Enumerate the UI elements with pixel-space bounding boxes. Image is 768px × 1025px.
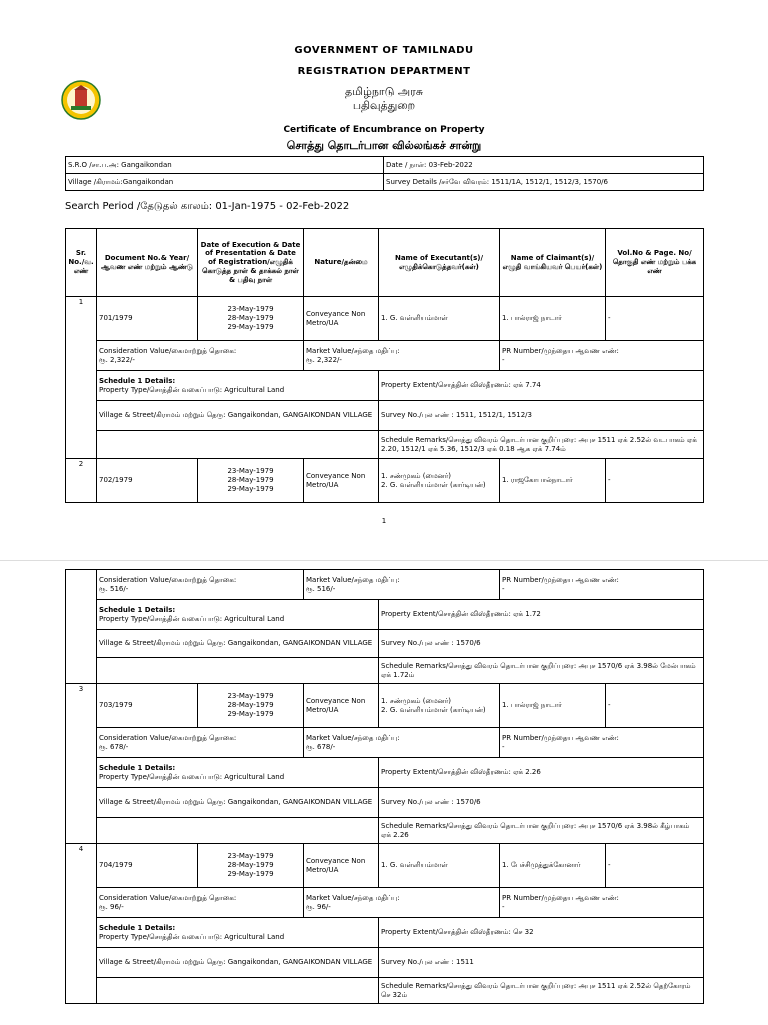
pr-cell: PR Number/முந்தைய ஆவண எண்: - xyxy=(500,570,704,600)
schedule-cell: Schedule 1 Details: Property Type/சொத்தின் வகைப்பாடு: Agricultural Land xyxy=(97,371,379,401)
consideration-cell: Consideration Value/கைமாற்றுத் தொகை: ரூ. 96/- xyxy=(97,888,304,918)
village-street-cell: Village & Street/கிராமம் மற்றும் தெரு: Gangaikondan, GANGAIKONDAN VILLAGE xyxy=(97,401,379,431)
market-cell: Market Value/சந்தை மதிப்பு: ரூ. 2,322/- xyxy=(304,341,500,371)
table-row xyxy=(66,844,704,888)
sr-cell: 2 xyxy=(66,459,97,503)
dept-heading-ta: பதிவுத்துறை xyxy=(352,99,416,112)
certificate-title: Certificate of Encumbrance on Property xyxy=(283,125,485,135)
extent-cell: Property Extent/சொத்தின் விஸ்தீரணம்: ஏக் 7.74 xyxy=(379,371,704,401)
col-claimant: Name of Claimant(s)/ எழுதி வாங்கியவர் பெயர்(கள்) xyxy=(500,229,606,297)
col-executant: Name of Executant(s)/ எழுதிக்கொடுத்தவர்(கள்) xyxy=(379,229,500,297)
survey-no-cell: Survey No./புல எண் : 1570/6 xyxy=(379,630,704,658)
dates-cell: 23-May-1979 28-May-1979 29-May-1979 xyxy=(198,844,304,888)
col-doc: Document No.& Year/ ஆவண எண் மற்றும் ஆண்டு xyxy=(97,229,198,297)
col-dates: Date of Execution & Date of Presentation & Date of Registration/எழுதிக் கொடுத்த நாள் & தாக்கல் நாள் & பதிவு நாள் xyxy=(198,229,304,297)
village-street-cell: Village & Street/கிராமம் மற்றும் தெரு: Gangaikondan, GANGAIKONDAN VILLAGE xyxy=(97,948,379,978)
executant-cell: 1. G. வள்ளியம்மாள் xyxy=(379,844,500,888)
col-vol: Vol.No & Page. No/ தொகுதி எண் மற்றும் பக்க எண் xyxy=(606,229,704,297)
remarks-cell: Schedule Remarks/சொத்து விவரம் தொடர்பான குறிப்புரை: அபுச 1511 ஏக் 2.52ல் வடபாகம் ஏக் 2.20, 1512/1 ஏக் 5.36, 1512/3 ஏக் 0.18 ஆக ஏக் 7.74ம் xyxy=(379,431,704,459)
market-cell: Market Value/சந்தை மதிப்பு: ரூ. 516/- xyxy=(304,570,500,600)
search-period: Search Period /தேடுதல் காலம்: 01-Jan-1975 - 02-Feb-2022 xyxy=(65,201,350,212)
vol-cell: - xyxy=(606,459,704,503)
gov-heading: GOVERNMENT OF TAMILNADU xyxy=(294,45,474,56)
nature-cell: Conveyance Non Metro/UA xyxy=(304,459,379,503)
doc-cell: 703/1979 xyxy=(97,684,198,728)
dates-cell xyxy=(198,297,304,341)
survey-no-cell: Survey No./புல எண் : 1511 xyxy=(379,948,704,978)
sro-field: S.R.O /சா.ப.அ: Gangaikondan xyxy=(66,157,384,174)
presentation-date: 28-May-1979 xyxy=(227,314,274,323)
table-row xyxy=(66,297,704,341)
col-nature: Nature/தன்மை xyxy=(304,229,379,297)
claimant-cell: 1. ராஜகோபால்நாடார் xyxy=(500,459,606,503)
extent-cell: Property Extent/சொத்தின் விஸ்தீரணம்: ஏக் 2.26 xyxy=(379,758,704,788)
nature-cell: Conveyance Non Metro/UA xyxy=(304,684,379,728)
consideration-cell: Consideration Value/கைமாற்றுத் தொகை: ரூ. 2,322/- xyxy=(97,341,304,371)
remarks-cell: Schedule Remarks/சொத்து விவரம் தொடர்பான குறிப்புரை: அபுச 1570/6 ஏக் 3.98ல் கீழ்பாகம் ஏக் 2.26 xyxy=(379,818,704,844)
consideration-cell: Consideration Value/கைமாற்றுத் தொகை: ரூ. 516/- xyxy=(97,570,304,600)
village-street-cell: Village & Street/கிராமம் மற்றும் தெரு: Gangaikondan, GANGAIKONDAN VILLAGE xyxy=(97,788,379,818)
dept-heading: REGISTRATION DEPARTMENT xyxy=(297,66,471,77)
claimant-cell: 1. பேச்சிமுத்துக்கோனார் xyxy=(500,844,606,888)
survey-no-cell: Survey No./புல எண் : 1570/6 xyxy=(379,788,704,818)
survey-no-cell: Survey No./புல எண் : 1511, 1512/1, 1512/3 xyxy=(379,401,704,431)
executant-cell: 1. G. வள்ளியம்மாள் xyxy=(379,297,500,341)
schedule-cell: Schedule 1 Details: Property Type/சொத்தின் வகைப்பாடு: Agricultural Land xyxy=(97,600,379,630)
table-row xyxy=(66,459,704,503)
registration-date: 29-May-1979 xyxy=(227,322,274,331)
extent-cell: Property Extent/சொத்தின் விஸ்தீரணம்: செ 32 xyxy=(379,918,704,948)
village-field: Village /கிராமம்:Gangaikondan xyxy=(66,174,384,191)
encumbrance-table-page-2 xyxy=(65,569,704,1004)
certificate-title-ta: சொத்து தொடர்பான வில்லங்கச் சான்று xyxy=(286,139,482,152)
execution-date: 23-May-1979 xyxy=(227,305,274,314)
pr-cell: PR Number/முந்தைய ஆவண எண்: - xyxy=(500,888,704,918)
page-2 xyxy=(0,560,768,1025)
sr-cell: 3 xyxy=(66,684,97,844)
doc-cell: 701/1979 xyxy=(97,297,198,341)
sr-cell: 4 xyxy=(66,844,97,1004)
village-street-cell: Village & Street/கிராமம் மற்றும் தெரு: Gangaikondan, GANGAIKONDAN VILLAGE xyxy=(97,630,379,658)
remarks-cell: Schedule Remarks/சொத்து விவரம் தொடர்பான குறிப்புரை: அபுச 1511 ஏக் 2.52ல் தெற்கோரம் செ 32ம் xyxy=(379,978,704,1004)
vol-cell: - xyxy=(606,684,704,728)
market-cell: Market Value/சந்தை மதிப்பு: ரூ. 96/- xyxy=(304,888,500,918)
remarks-cell: Schedule Remarks/சொத்து விவரம் தொடர்பான குறிப்புரை: அபுச 1570/6 ஏக் 3.98ல் மேல்பாகம் ஏக் 1.72ம் xyxy=(379,658,704,684)
vol-cell: - xyxy=(606,297,704,341)
date-field: Date / நாள்: 03-Feb-2022 xyxy=(384,157,704,174)
info-table xyxy=(65,156,704,191)
consideration-cell: Consideration Value/கைமாற்றுத் தொகை: ரூ. 678/- xyxy=(97,728,304,758)
pr-cell: PR Number/முந்தைய ஆவண எண்: - xyxy=(500,728,704,758)
sr-cell: 1 xyxy=(66,297,97,459)
pr-cell: PR Number/முந்தைய ஆவண எண்: - xyxy=(500,341,704,371)
doc-cell: 704/1979 xyxy=(97,844,198,888)
table-row xyxy=(66,684,704,728)
dates-cell: 23-May-1979 28-May-1979 29-May-1979 xyxy=(198,459,304,503)
executant-cell: 1. சண்முகம் (மைனர்) 2. G. வள்ளியம்மாள் (கார்டியன்) xyxy=(379,459,500,503)
schedule-cell: Schedule 1 Details: Property Type/சொத்தின் வகைப்பாடு: Agricultural Land xyxy=(97,758,379,788)
extent-cell: Property Extent/சொத்தின் விஸ்தீரணம்: ஏக் 1.72 xyxy=(379,600,704,630)
market-cell: Market Value/சந்தை மதிப்பு: ரூ. 678/- xyxy=(304,728,500,758)
nature-cell: Conveyance Non Metro/UA xyxy=(304,844,379,888)
gov-heading-ta: தமிழ்நாடு அரசு xyxy=(344,85,424,98)
executant-cell: 1. சண்முகம் (மைனர்) 2. G. வள்ளியம்மாள் (கார்டியன்) xyxy=(379,684,500,728)
col-sr: Sr. No./வ. எண் xyxy=(66,229,97,297)
dates-cell: 23-May-1979 28-May-1979 29-May-1979 xyxy=(198,684,304,728)
claimant-cell: 1. பால்ராஜ் நாடார் xyxy=(500,684,606,728)
claimant-cell: 1. பால்ராஜ் நாடார் xyxy=(500,297,606,341)
doc-cell: 702/1979 xyxy=(97,459,198,503)
encumbrance-table-page-1 xyxy=(65,228,704,503)
nature-cell: Conveyance Non Metro/UA xyxy=(304,297,379,341)
survey-field: Survey Details /சர்வே விவரம்: 1511/1A, 1512/1, 1512/3, 1570/6 xyxy=(384,174,704,191)
vol-cell: - xyxy=(606,844,704,888)
schedule-cell: Schedule 1 Details: Property Type/சொத்தின் வகைப்பாடு: Agricultural Land xyxy=(97,918,379,948)
page-number: 1 xyxy=(381,517,387,525)
